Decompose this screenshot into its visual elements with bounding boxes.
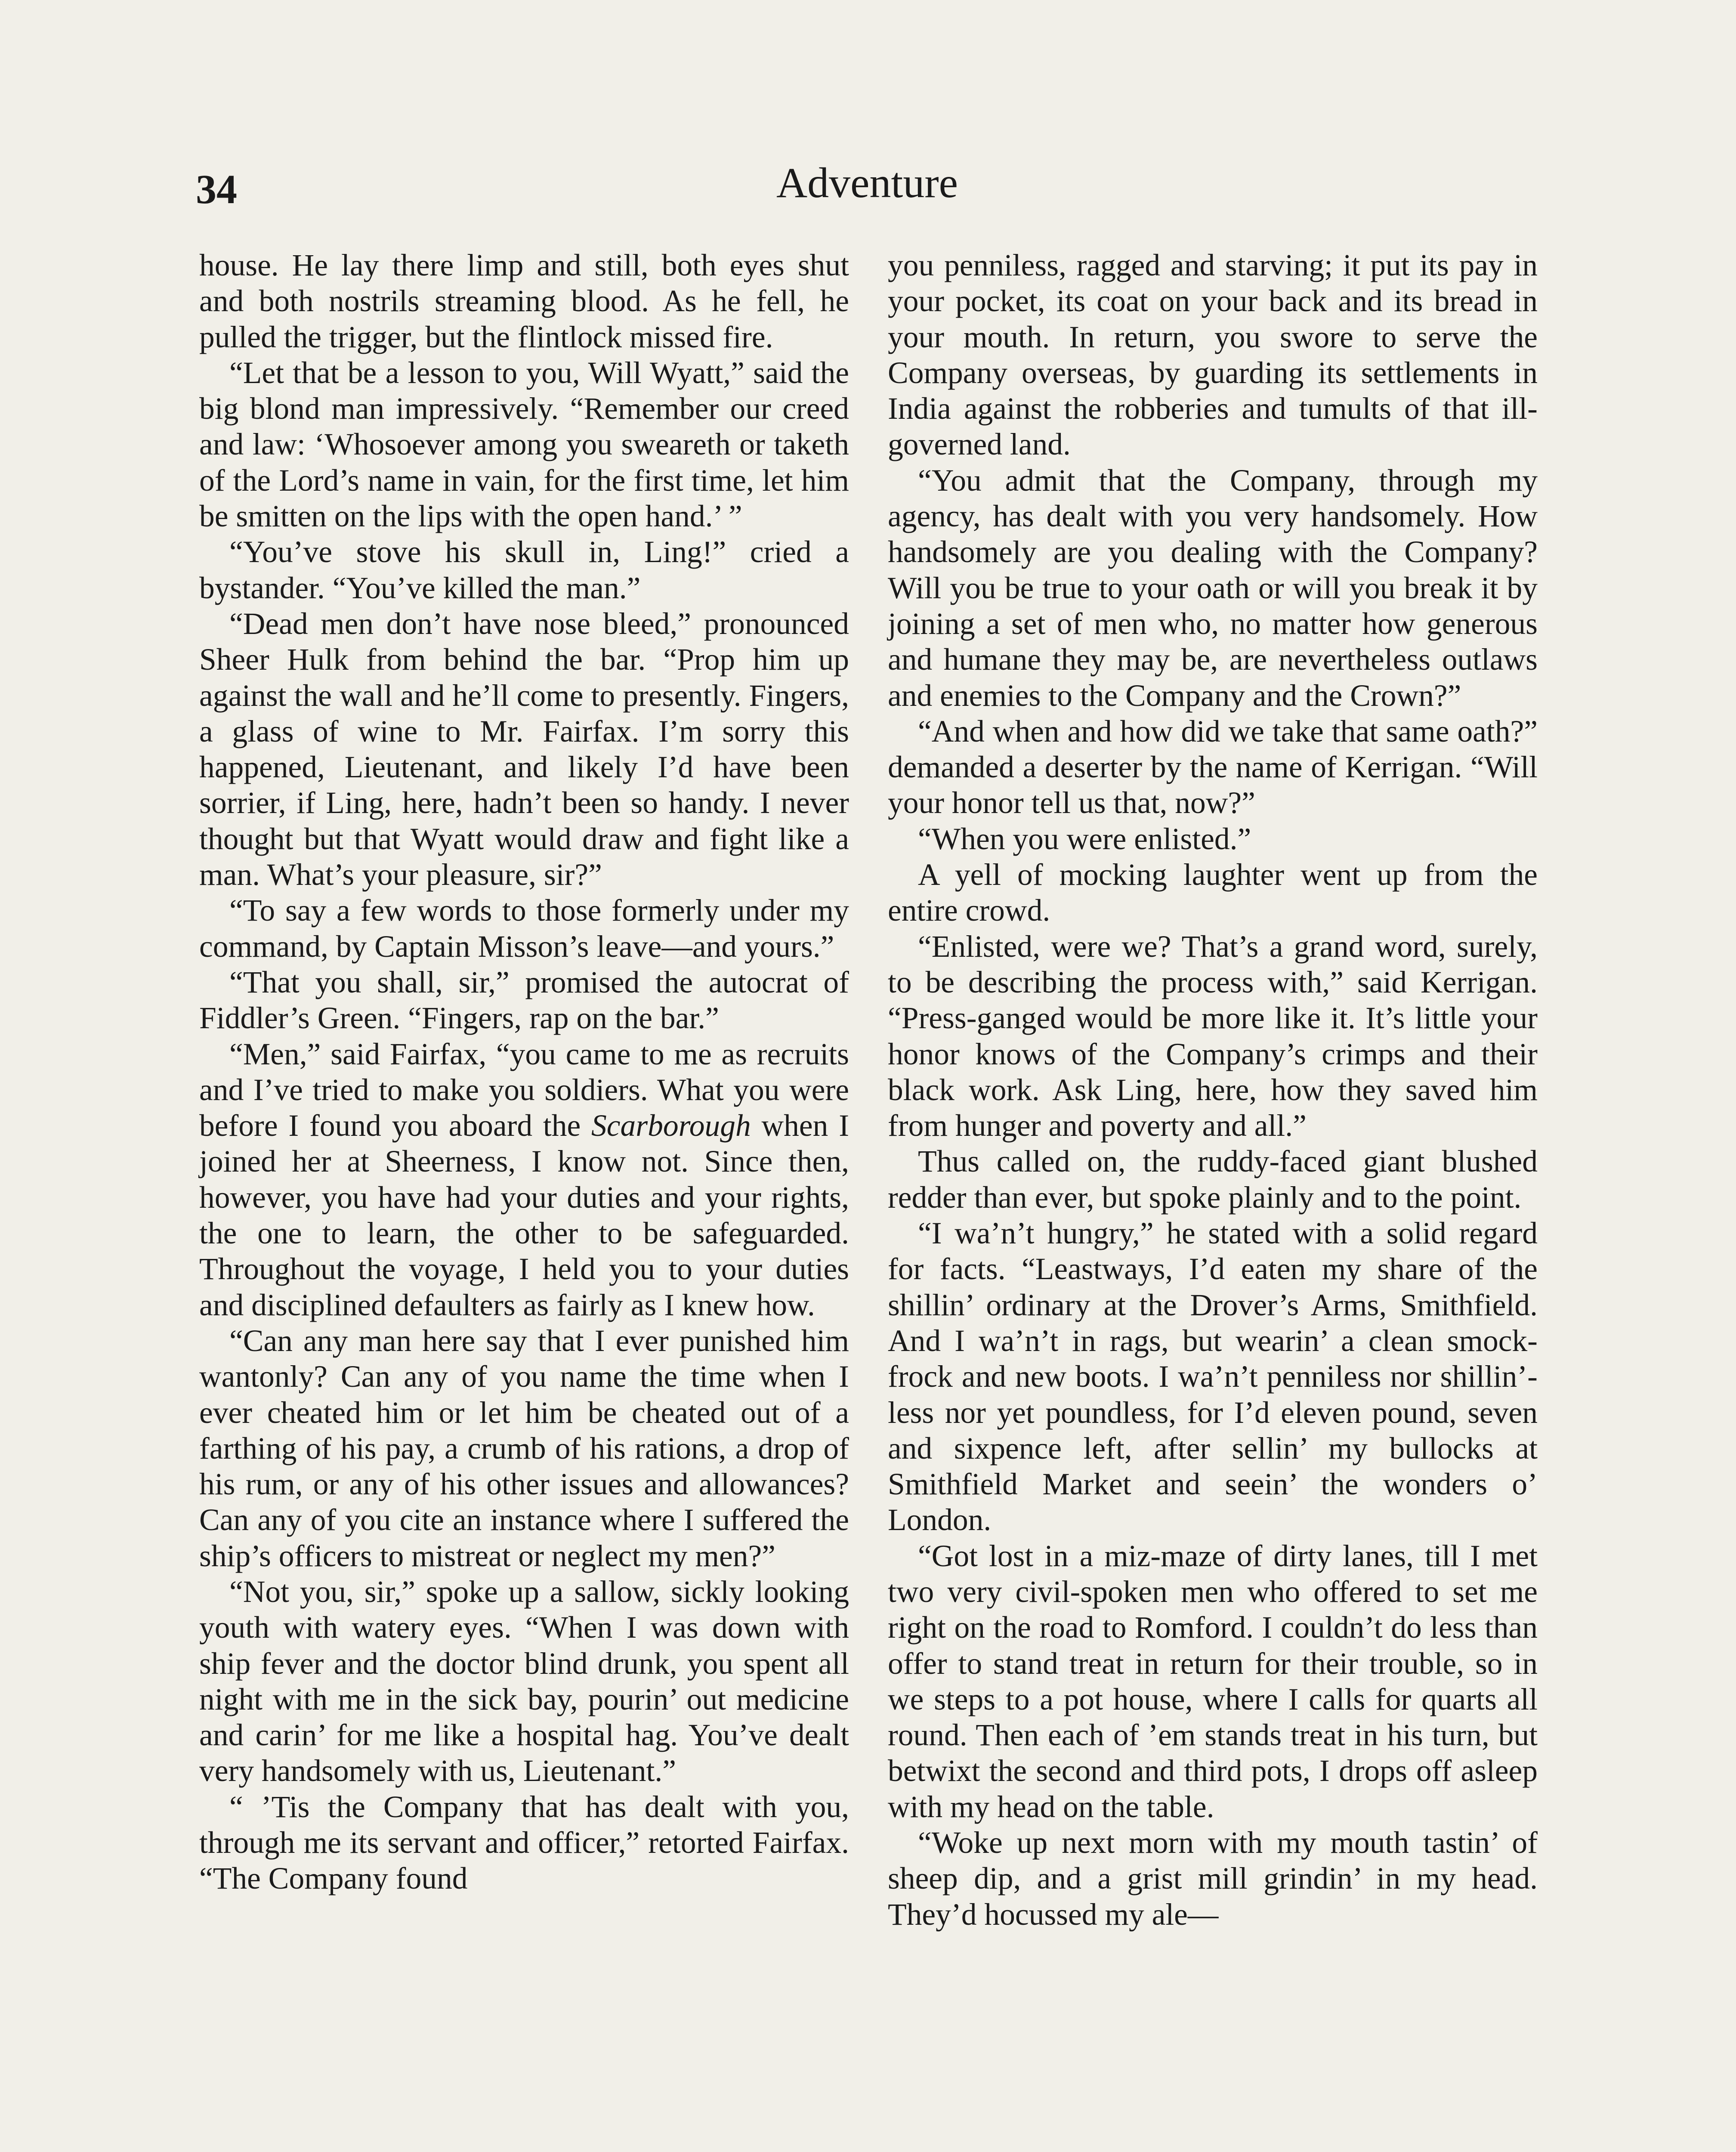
paragraph: house. He lay there limp and still, both eyes shut and both nostrils streaming blood. As he fell, he pulled the trigger, but the flintlock missed fire. (199, 248, 849, 354)
paragraph: “Can any man here say that I ever punished him wantonly? Can any of you name the time when I ever cheated him or let him be cheated out of a farthing of his pay, a crumb of his rations, a drop of his rum, or any of his other issues and allowances? Can any of you cite an instance where I suffered the ship’s officers to mistreat or neglect my men?” (199, 1323, 849, 1573)
paragraph: “Enlisted, were we? That’s a grand word, surely, to be describing the process with,” said Kerrigan. “Press-ganged would be more like it. It’s little your honor knows of the Company’s crimps and their black work. Ask Ling, here, how they saved him from hunger and poverty and all.” (888, 929, 1538, 1143)
paragraph: “Got lost in a miz-maze of dirty lanes, till I met two very civil-spoken men who offered to set me right on the road to Romford. I couldn’t do less than offer to stand treat in return for their trouble, so in we steps to a pot house, where I calls for quarts all round. Then each of ’em stands treat in his turn, but betwixt the second and third pots, I drops off asleep with my head on the table. (888, 1539, 1538, 1824)
paragraph: “Woke up next morn with my mouth tastin’ of sheep dip, and a grist mill grindin’ in my head. They’d hocussed my ale— (888, 1826, 1538, 1932)
paragraph: “Let that be a lesson to you, Will Wyatt,” said the big blond man impressively. “Remember our creed and law: ‘Whosoever among you sweareth or taketh of the Lord’s name in vain, for the first time, let him be smitten on the lips with the open hand.’ ” (199, 356, 849, 534)
right-column (888, 247, 1538, 1932)
left-column (199, 247, 849, 1897)
paragraph: “Not you, sir,” spoke up a sallow, sickly looking youth with watery eyes. “When I was down with ship fever and the doctor blind drunk, you spent all night with me in the sick bay, pourin’ out medicine and carin’ for me like a hospital hag. You’ve dealt very handsomely with us, Lieutenant.” (199, 1574, 849, 1788)
magazine-title: Adventure (776, 159, 958, 207)
paragraph: “You’ve stove his skull in, Ling!” cried a bystander. “You’ve killed the man.” (199, 535, 849, 605)
paragraph: “And when and how did we take that same oath?” demanded a deserter by the name of Kerrigan. “Will your honor tell us that, now?” (888, 714, 1538, 820)
paragraph: “Men,” said Fairfax, “you came to me as recruits and I’ve tried to make you soldiers. What you were before I found you aboard the Scarborough when I joined her at Sheerness, I know not. Since then, however, you have had your duties and your rights, the one to learn, the other to be safeguarded. Throughout the voyage, I held you to your duties and disciplined defaulters as fairly as I knew how. (199, 1037, 849, 1322)
paragraph: “I wa’n’t hungry,” he stated with a solid regard for facts. “Leastways, I’d eaten my share of the shillin’ ordinary at the Drover’s Arms, Smithfield. And I wa’n’t in rags, but wearin’ a clean smock-frock and new boots. I wa’n’t penniless nor shillin’-less nor yet poundless, for I’d eleven pound, seven and sixpence left, after sellin’ my bullocks at Smithfield Market and seein’ the wonders o’ London. (888, 1216, 1538, 1537)
running-header (196, 157, 1538, 222)
page-number: 34 (196, 166, 237, 212)
paragraph: A yell of mocking laughter went up from the entire crowd. (888, 858, 1538, 928)
paragraph: “That you shall, sir,” promised the autocrat of Fiddler’s Green. “Fingers, rap on the bar.” (199, 965, 849, 1036)
paragraph: “You admit that the Company, through my agency, has dealt with you very handsomely. How handsomely are you dealing with the Company? Will you be true to your oath or will you break it by joining a set of men who, no matter how generous and humane they may be, are nevertheless outlaws and enemies to the Company and the Crown?” (888, 463, 1538, 713)
paragraph: “ ’Tis the Company that has dealt with you, through me its servant and officer,” retorted Fairfax. “The Company found (199, 1790, 849, 1896)
paragraph: Thus called on, the ruddy-faced giant blushed redder than ever, but spoke plainly and to the point. (888, 1144, 1538, 1215)
paragraph: “To say a few words to those formerly under my command, by Captain Misson’s leave—and yours.” (199, 894, 849, 964)
paragraph: you penniless, ragged and starving; it put its pay in your pocket, its coat on your back and its bread in your mouth. In return, you swore to serve the Company overseas, by guarding its settlements in India against the robberies and tumults of that ill-governed land. (888, 248, 1538, 462)
paragraph: “When you were enlisted.” (918, 822, 1251, 856)
paragraph: “Dead men don’t have nose bleed,” pronounced Sheer Hulk from behind the bar. “Prop him up against the wall and he’ll come to presently. Fingers, a glass of wine to Mr. Fairfax. I’m sorry this happened, Lieutenant, and likely I’d have been sorrier, if Ling, here, hadn’t been so handy. I never thought but that Wyatt would draw and fight like a man. What’s your pleasure, sir?” (199, 606, 849, 892)
